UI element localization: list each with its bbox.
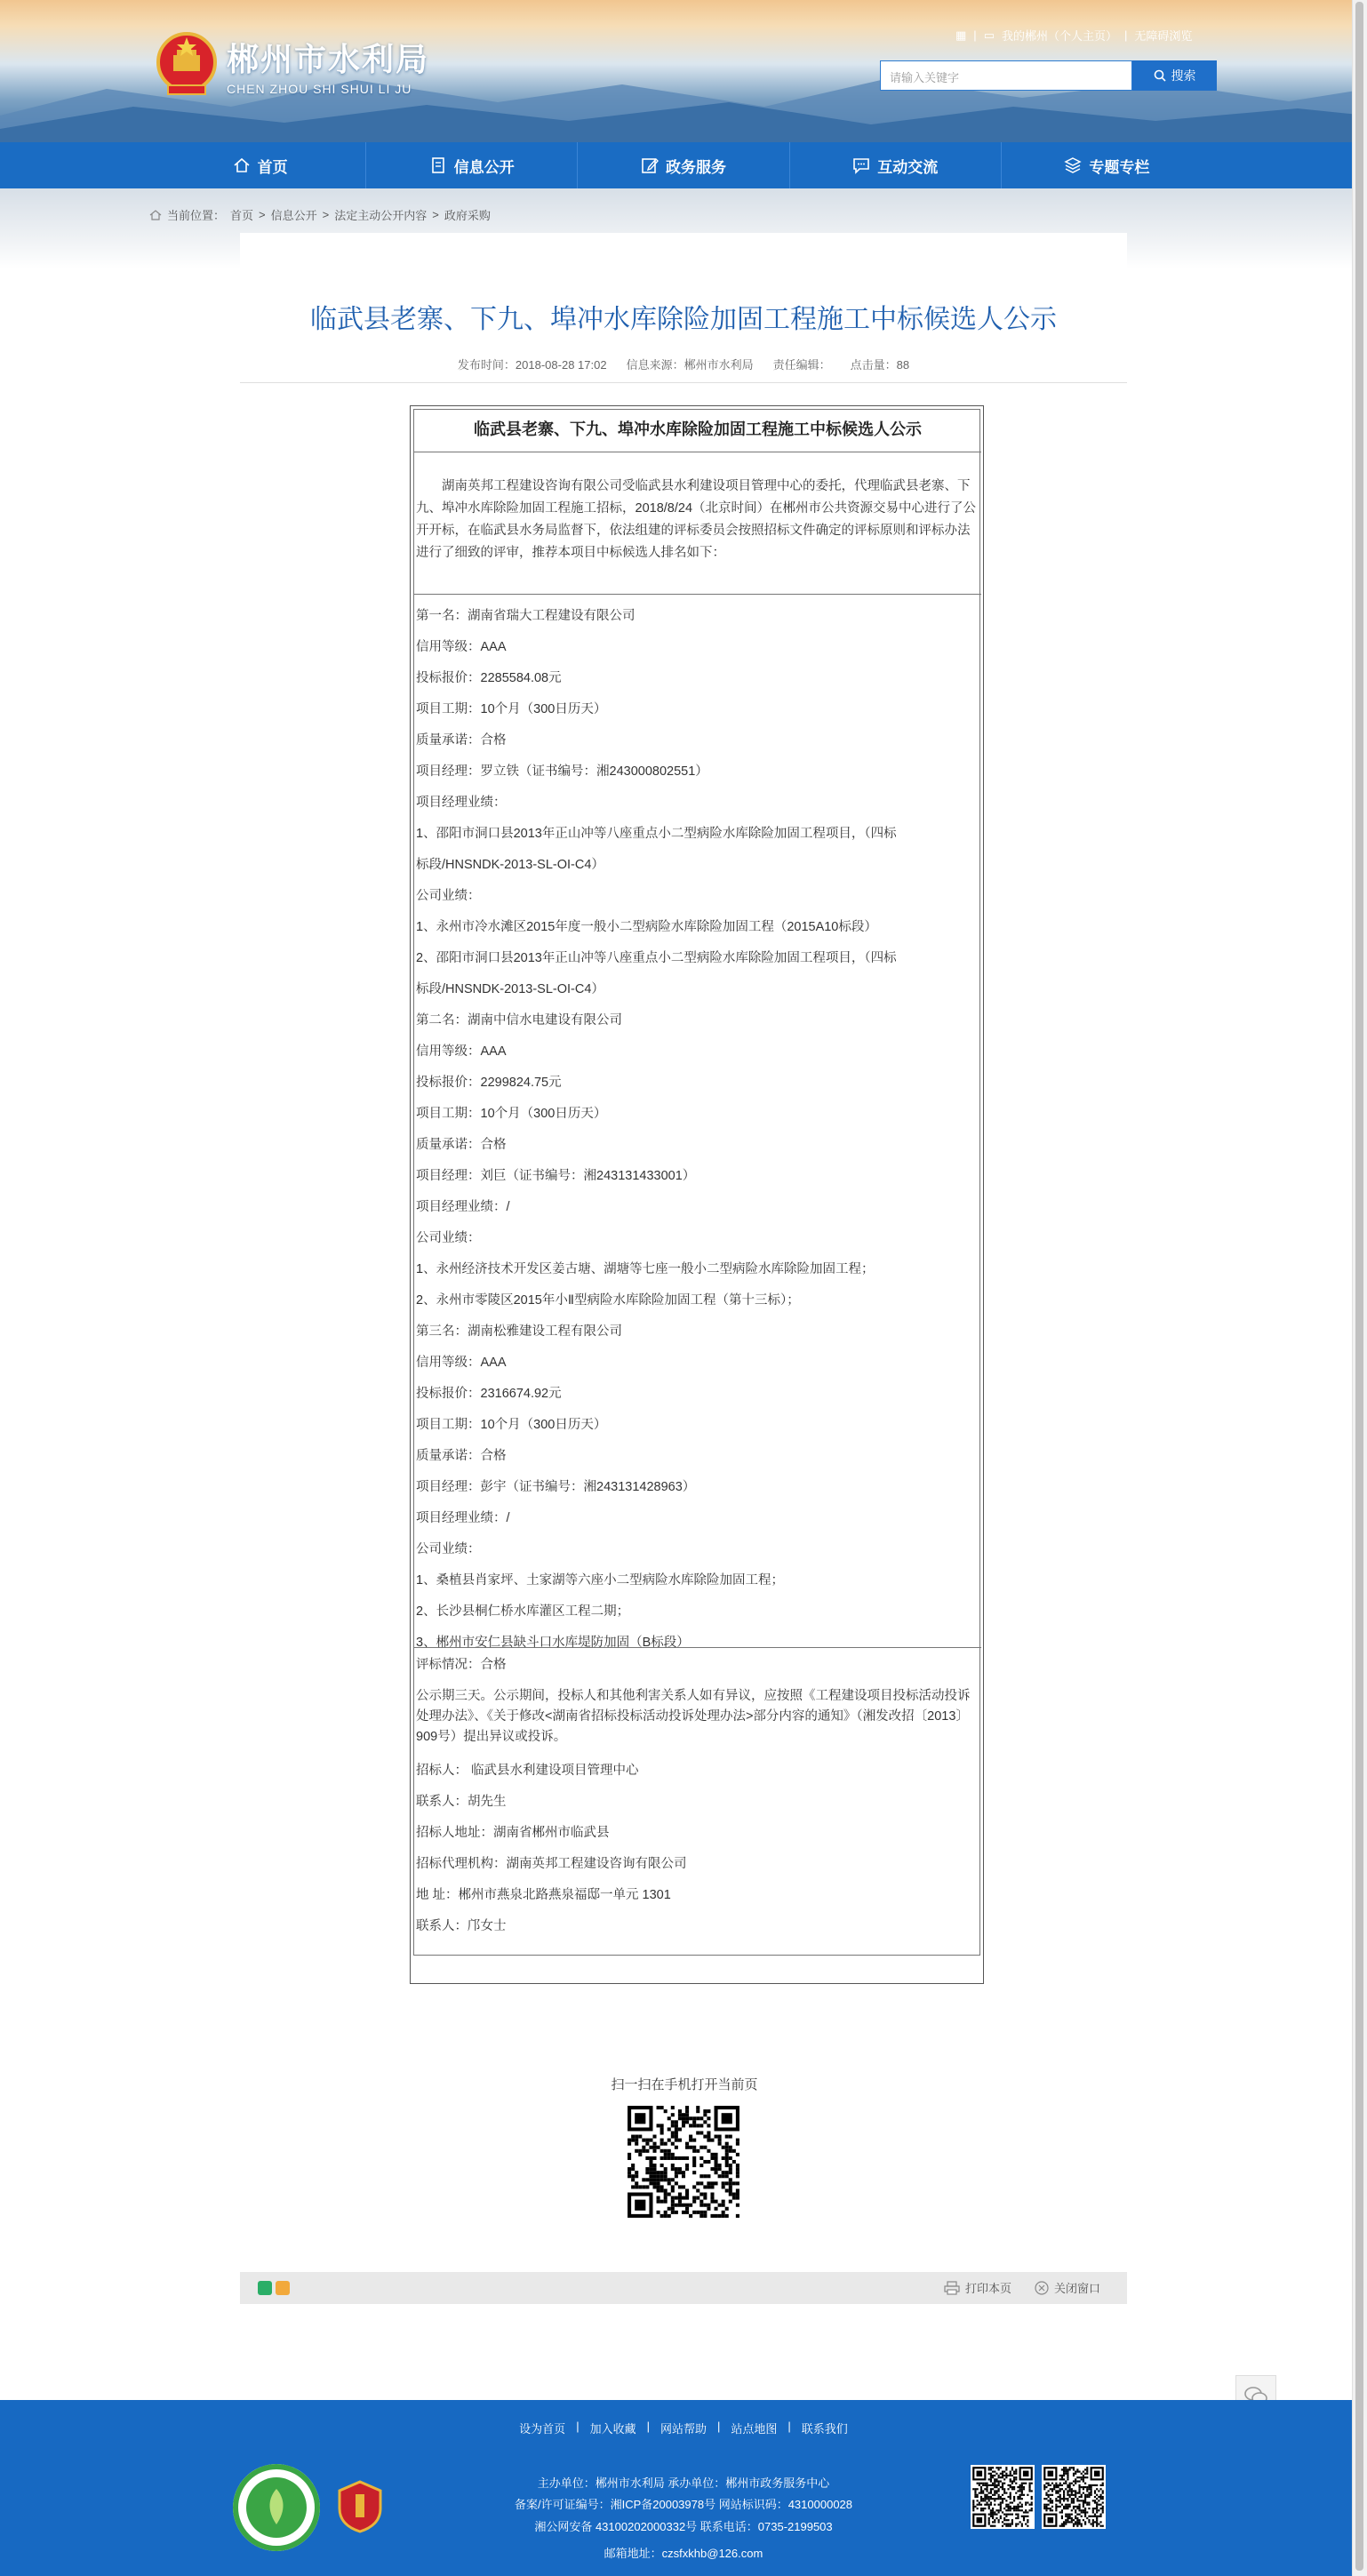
list-item: 公司业绩： xyxy=(416,1542,481,1556)
site-name: 郴州市水利局 xyxy=(227,40,430,77)
my-chenzhou-link[interactable]: 我的郴州（个人主页） xyxy=(1001,29,1117,43)
nav-item-label: 互动交流 xyxy=(877,158,939,176)
contact-line: 联系人：邝女士 xyxy=(416,1919,507,1933)
list-item: 项目经理业绩：/ xyxy=(416,1511,510,1525)
print-label: 打印本页 xyxy=(965,2282,1012,2295)
list-item: 质量承诺：合格 xyxy=(416,733,507,748)
weibo-qr-code xyxy=(1042,2465,1106,2529)
printer-icon xyxy=(944,2281,960,2295)
nav-item-services[interactable] xyxy=(578,142,789,188)
list-item: 质量承诺：合格 xyxy=(416,1449,507,1463)
home-icon xyxy=(149,209,162,221)
footer-link-contact[interactable]: 联系我们 xyxy=(801,2422,848,2436)
list-item: 项目经理：刘巨（证书编号：湘243131433001） xyxy=(416,1169,696,1183)
contact-line: 招标代理机构：湖南英邦工程建设咨询有限公司 xyxy=(416,1857,687,1871)
announcement-table xyxy=(410,405,984,1984)
top-links xyxy=(955,27,1192,44)
list-item: 信用等级：AAA xyxy=(416,1356,507,1370)
nav-item-home[interactable] xyxy=(155,142,366,188)
breadcrumb-separator: > xyxy=(432,208,439,221)
sitemap-icon[interactable]: ▦ xyxy=(955,28,967,42)
divider xyxy=(240,382,1127,383)
footer-link-separator: | xyxy=(646,2420,650,2433)
main-nav xyxy=(0,142,1367,188)
search-input[interactable]: 请输入关键字 xyxy=(880,60,1132,91)
list-item: 第三名：湖南松雅建设工程有限公司 xyxy=(416,1324,622,1339)
list-item: 项目工期：10个月（300日历天） xyxy=(416,702,607,716)
list-item: 投标报价：2299824.75元 xyxy=(416,1076,562,1090)
footer-link-separator: | xyxy=(576,2420,580,2433)
list-item: 项目工期：10个月（300日历天） xyxy=(416,1107,607,1121)
breadcrumb xyxy=(149,206,491,223)
list-item: 项目经理：罗立铁（证书编号：湘243000802551） xyxy=(416,764,708,779)
contact-line: 招标人地址：湖南省郴州市临武县 xyxy=(416,1826,610,1840)
footer-links xyxy=(0,2420,1367,2436)
review-status: 评标情况：合格 xyxy=(416,1658,507,1672)
list-item: 标段/HNSNDK-2013-SL-OI-C4） xyxy=(416,858,604,872)
contact-line: 地 址：郴州市燕泉北路燕泉福邸一单元 1301 xyxy=(416,1888,671,1902)
list-item: 2、长沙县桐仁桥水库灌区工程二期； xyxy=(416,1604,630,1619)
footer-link-home[interactable]: 设为首页 xyxy=(519,2422,566,2436)
list-item: 投标报价：2285584.08元 xyxy=(416,671,562,685)
national-emblem-icon xyxy=(156,30,218,100)
announcement-footer xyxy=(414,1648,981,1956)
click-count: 点击量：88 xyxy=(850,358,910,372)
layers-icon xyxy=(1064,156,1082,174)
wechat-qr-code xyxy=(971,2465,1035,2529)
list-item: 项目经理：彭宇（证书编号：湘243131428963） xyxy=(416,1480,696,1494)
footer-icp: 备案/许可证编号：湘ICP备20003978号 网站标识码：4310000028 xyxy=(514,2498,853,2511)
list-item: 1、永州市冷水滩区2015年度一般小二型病险水库除险加固工程（2015A10标段） xyxy=(416,920,877,934)
document-icon xyxy=(429,156,447,174)
site-pinyin: CHEN ZHOU SHI SHUI LI JU xyxy=(227,81,412,96)
contact-line: 招标人： 临武县水利建设项目管理中心 xyxy=(416,1764,639,1778)
breadcrumb-item[interactable]: 信息公开 xyxy=(270,209,317,222)
list-item: 3、郴州市安仁县缺斗口水库堤防加固（B标段） xyxy=(416,1636,690,1650)
site-header xyxy=(0,0,1367,142)
page-title: 临武县老寨、下九、埠冲水库除险加固工程施工中标候选人公示 xyxy=(310,305,1057,334)
search-button[interactable] xyxy=(1132,60,1217,91)
footer-link-separator: | xyxy=(717,2420,721,2433)
footer-link-help[interactable]: 网站帮助 xyxy=(660,2422,707,2436)
list-item: 标段/HNSNDK-2013-SL-OI-C4） xyxy=(416,982,604,996)
close-label: 关闭窗口 xyxy=(1054,2282,1101,2295)
breadcrumb-item[interactable]: 政府采购 xyxy=(444,209,491,222)
accessibility-link[interactable]: 无障碍浏览 xyxy=(1134,29,1193,43)
edit-icon xyxy=(641,156,659,174)
nav-item-topics[interactable] xyxy=(1002,142,1212,188)
print-button[interactable] xyxy=(944,2279,1011,2296)
footer-link-sitemap[interactable]: 站点地图 xyxy=(731,2422,778,2436)
top-link-separator: | xyxy=(973,28,977,42)
home-icon xyxy=(233,156,251,174)
search-icon xyxy=(1154,69,1166,82)
nav-item-info[interactable] xyxy=(366,142,578,188)
list-item: 2、永州市零陵区2015年小Ⅱ型病险水库除险加固工程（第十三标）； xyxy=(416,1293,800,1308)
contact-line: 联系人：胡先生 xyxy=(416,1795,507,1809)
publicity-notice: 公示期三天。公示期间，投标人和其他利害关系人如有异议，应按照《工程建设项目投标活动投诉处理办法》、《关于修改<湖南省招标投标活动投诉处理办法>部分内容的通知》（湘发改招〔2013〕909号）提出异议或投诉。 xyxy=(416,1689,971,1744)
chat-icon xyxy=(852,156,870,174)
site-logo[interactable] xyxy=(156,30,429,100)
publish-time: 发布时间：2018-08-28 17:02 xyxy=(457,358,607,372)
breadcrumb-prefix: 当前位置： xyxy=(167,209,226,222)
candidate-list xyxy=(414,595,981,1648)
close-window-button[interactable] xyxy=(1035,2279,1100,2296)
weibo-share-icon[interactable] xyxy=(276,2281,290,2295)
breadcrumb-separator: > xyxy=(259,208,266,221)
article-meta xyxy=(240,356,1127,372)
top-link-separator: | xyxy=(1124,28,1128,42)
page-qr-code xyxy=(624,2102,743,2221)
list-item: 1、桑植县肖家坪、土家湖等六座小二型病险水库除险加固工程； xyxy=(416,1573,785,1588)
footer-security: 湘公网安备 43100202000332号 联系电话：0735-2199503 xyxy=(534,2520,833,2533)
search-button-label: 搜索 xyxy=(1171,68,1196,83)
list-item: 投标报价：2316674.92元 xyxy=(416,1387,562,1401)
list-item: 项目经理业绩： xyxy=(416,796,507,810)
close-icon xyxy=(1035,2281,1049,2295)
breadcrumb-item[interactable]: 法定主动公开内容 xyxy=(334,209,428,222)
announcement-intro: 湖南英邦工程建设咨询有限公司受临武县水利建设项目管理中心的委托，代理临武县老寨、下九、埠冲水库除险加固工程施工招标，2018/8/24（北京时间）在郴州市公共资源交易中心进行了公开开标，在临武县水务局监督下，依法组建的评标委员会按照招标文件确定的评标原则和评标办法进行了细致的评审，推荐本项目中标候选人排名如下： xyxy=(414,452,981,595)
list-item: 第二名：湖南中信水电建设有限公司 xyxy=(416,1013,622,1028)
list-item: 公司业绩： xyxy=(416,1231,481,1245)
scrollbar-thumb[interactable] xyxy=(1355,2,1363,2571)
nav-item-label: 信息公开 xyxy=(453,158,515,176)
announcement-title: 临武县老寨、下九、埠冲水库除险加固工程施工中标候选人公示 xyxy=(414,410,981,452)
list-item: 公司业绩： xyxy=(416,889,481,903)
monitor-icon: ▭ xyxy=(983,28,995,42)
nav-item-interaction[interactable] xyxy=(790,142,1002,188)
list-item: 信用等级：AAA xyxy=(416,1044,507,1059)
footer-link-separator: | xyxy=(787,2420,791,2433)
list-item: 第一名：湖南省瑞大工程建设有限公司 xyxy=(416,609,636,623)
nav-item-label: 政务服务 xyxy=(666,158,726,176)
breadcrumb-item[interactable]: 首页 xyxy=(230,209,254,222)
list-item: 质量承诺：合格 xyxy=(416,1138,507,1152)
wechat-share-icon[interactable] xyxy=(258,2281,272,2295)
list-item: 1、永州经济技术开发区姜古塘、湖塘等七座一般小二型病险水库除险加固工程； xyxy=(416,1262,875,1276)
breadcrumb-separator: > xyxy=(322,208,330,221)
list-item: 项目经理业绩：/ xyxy=(416,1200,510,1214)
footer-email: 邮箱地址：czsfxkhb@126.com xyxy=(604,2547,763,2560)
footer-link-favorite[interactable]: 加入收藏 xyxy=(589,2422,636,2436)
editor: 责任编辑： xyxy=(772,358,831,372)
nav-item-label: 首页 xyxy=(257,158,288,176)
list-item: 1、邵阳市洞口县2013年正山冲等八座重点小二型病险水库除险加固工程项目，（四标 xyxy=(416,827,897,841)
nav-item-label: 专题专栏 xyxy=(1089,158,1150,176)
print-bar xyxy=(240,2272,1127,2304)
list-item: 信用等级：AAA xyxy=(416,640,507,654)
info-source: 信息来源：郴州市水利局 xyxy=(626,358,754,372)
list-item: 2、邵阳市洞口县2013年正山冲等八座重点小二型病险水库除险加固工程项目，（四标 xyxy=(416,951,897,965)
list-item: 项目工期：10个月（300日历天） xyxy=(416,1418,607,1432)
footer-sponsor: 主办单位：郴州市水利局 承办单位：郴州市政务服务中心 xyxy=(537,2476,830,2490)
qr-label: 扫一扫在手机打开当前页 xyxy=(611,2077,758,2092)
